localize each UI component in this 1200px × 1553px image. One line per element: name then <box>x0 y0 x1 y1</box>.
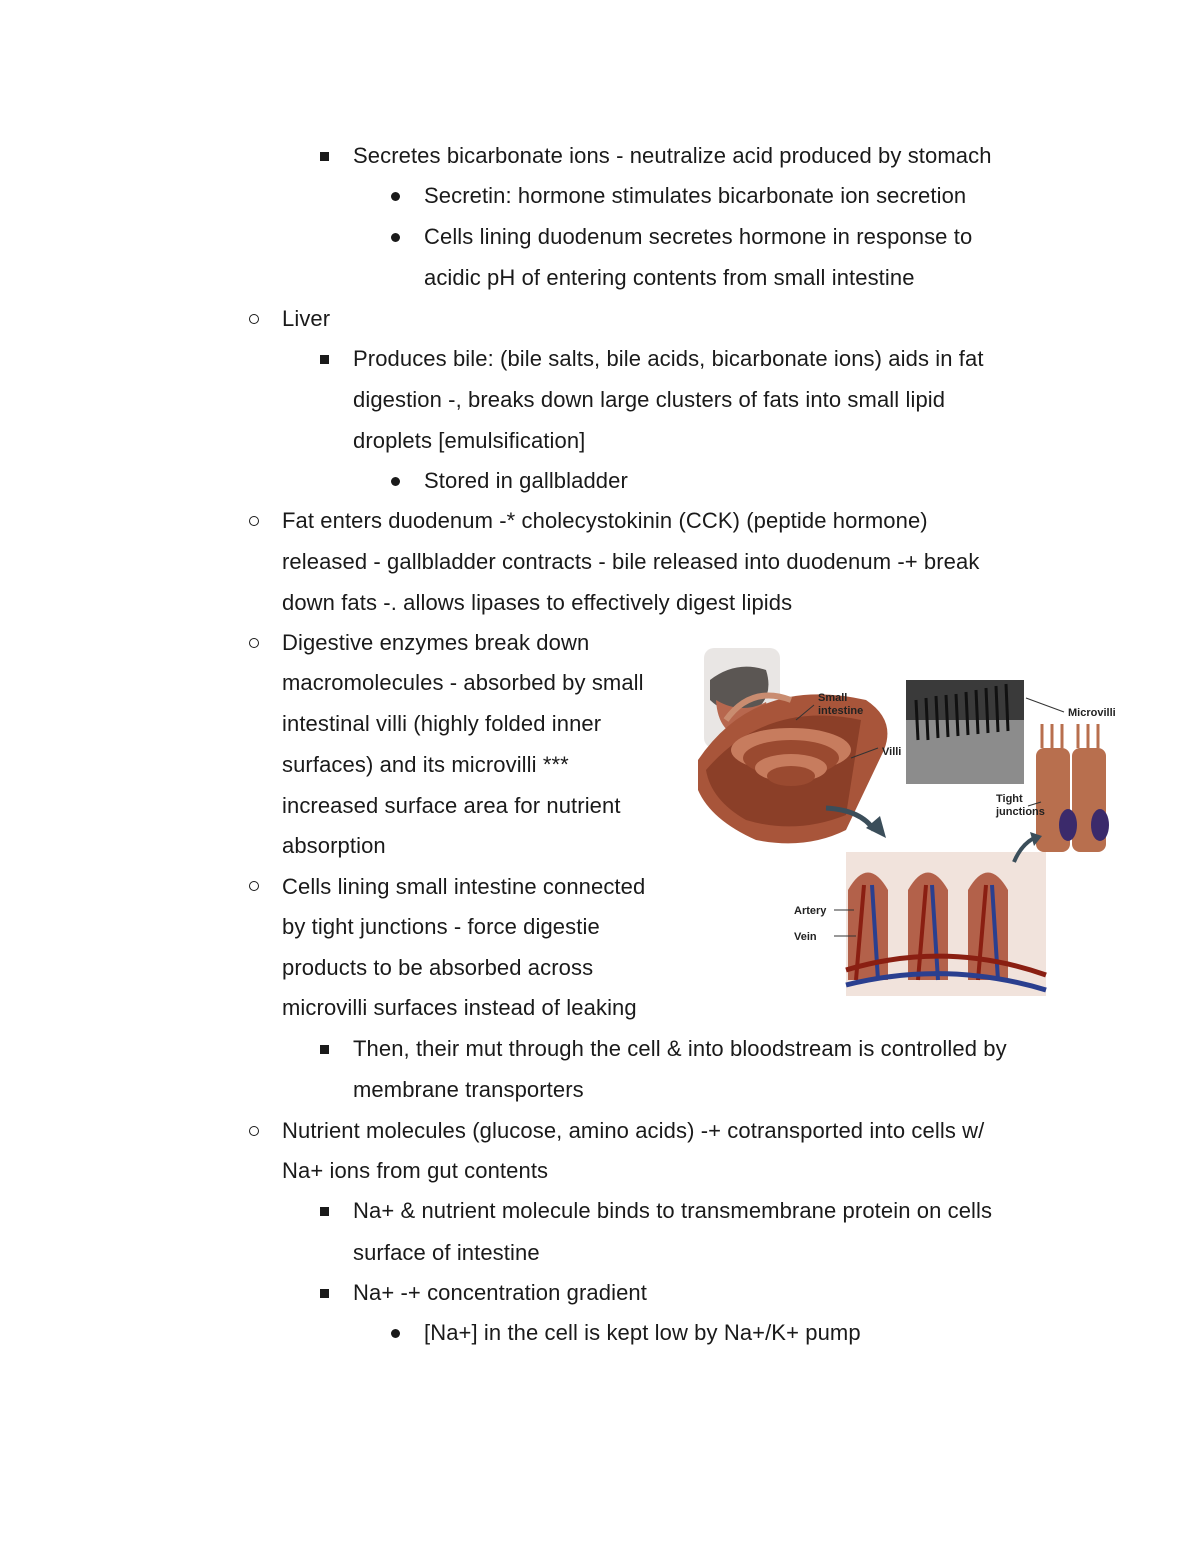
note-line: acidic pH of entering contents from small intestine <box>424 265 915 290</box>
note-line: Then, their mut through the cell & into bloodstream is controlled by <box>353 1036 1007 1061</box>
note-line: Secretes bicarbonate ions - neutralize acid produced by stomach <box>353 143 992 168</box>
circle-bullet <box>249 638 259 648</box>
square-bullet <box>320 152 329 161</box>
note-line: Na+ & nutrient molecule binds to transmembrane protein on cells <box>353 1198 993 1223</box>
note-line: Cells lining small intestine connected <box>282 874 646 899</box>
circle-bullet <box>249 314 259 324</box>
square-bullet <box>320 1045 329 1054</box>
note-line: [Na+] in the cell is kept low by Na+/K+ pump <box>424 1320 861 1345</box>
note-line: products to be absorbed across <box>282 955 594 980</box>
note-line: Na+ ions from gut contents <box>282 1158 549 1183</box>
note-line: increased surface area for nutrient <box>282 793 621 818</box>
note-line: Fat enters duodenum -* cholecystokinin (CCK) (peptide hormone) <box>282 508 928 533</box>
note-line: released - gallbladder contracts - bile released into duodenum -+ break <box>282 549 980 574</box>
epithelial-cells <box>1036 724 1109 852</box>
note-line: macromolecules - absorbed by small <box>282 670 644 695</box>
intestine-anatomy-figure <box>696 640 1122 1002</box>
label-artery: Artery <box>794 905 827 917</box>
circle-bullet <box>249 881 259 891</box>
note-line: down fats -. allows lipases to effectively digest lipids <box>282 590 793 615</box>
disc-bullet <box>391 192 400 201</box>
label-tight-junctions: junctions <box>996 806 1045 818</box>
note-line: droplets [emulsification] <box>353 428 586 453</box>
label-vein: Vein <box>794 931 817 943</box>
label-small-intestine: Small <box>818 692 848 704</box>
circle-bullet <box>249 1126 259 1136</box>
square-bullet <box>320 1289 329 1298</box>
label-villi: Villi <box>882 746 902 758</box>
note-line: Cells lining duodenum secretes hormone in response to <box>424 224 973 249</box>
note-line: Liver <box>282 306 331 331</box>
note-line: intestinal villi (highly folded inner <box>282 711 602 736</box>
note-line: absorption <box>282 833 386 858</box>
note-line: Stored in gallbladder <box>424 468 628 493</box>
note-line: surfaces) and its microvilli *** <box>282 752 569 777</box>
circle-bullet <box>249 516 259 526</box>
note-line: surface of intestine <box>353 1240 540 1265</box>
note-line: Digestive enzymes break down <box>282 630 590 655</box>
microvilli-micrograph <box>906 680 1024 784</box>
note-line: Produces bile: (bile salts, bile acids, bicarbonate ions) aids in fat <box>353 346 984 371</box>
label-microvilli: Microvilli <box>1068 707 1116 719</box>
arrow-head-icon <box>866 816 886 838</box>
note-line: Na+ -+ concentration gradient <box>353 1280 647 1305</box>
label-tight-junctions: Tight <box>996 793 1023 805</box>
disc-bullet <box>391 1329 400 1338</box>
disc-bullet <box>391 233 400 242</box>
note-line: Secretin: hormone stimulates bicarbonate ion secretion <box>424 183 967 208</box>
note-line: Nutrient molecules (glucose, amino acids) -+ cotransported into cells w/ <box>282 1118 985 1143</box>
note-line: membrane transporters <box>353 1077 584 1102</box>
disc-bullet <box>391 477 400 486</box>
villi-vessels <box>846 852 1046 996</box>
square-bullet <box>320 1207 329 1216</box>
note-line: by tight junctions - force digestie <box>282 914 600 939</box>
note-line: microvilli surfaces instead of leaking <box>282 995 637 1020</box>
label-small-intestine: intestine <box>818 705 864 717</box>
note-line: digestion -, breaks down large clusters of fats into small lipid <box>353 387 946 412</box>
square-bullet <box>320 355 329 364</box>
